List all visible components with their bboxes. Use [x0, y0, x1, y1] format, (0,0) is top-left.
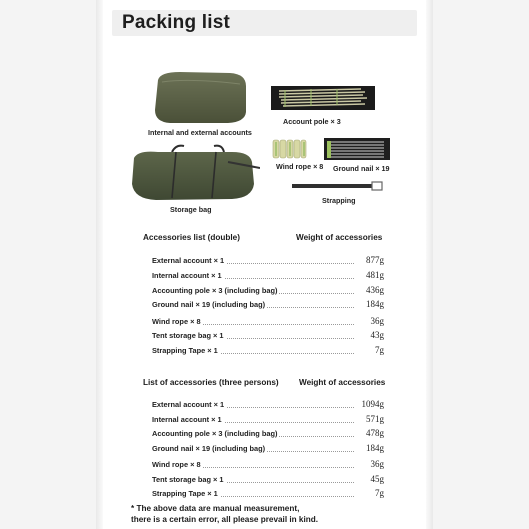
- three-weight-heading: Weight of accessories: [299, 378, 386, 387]
- note-line-2: there is a certain error, all please prevail in kind.: [131, 515, 319, 524]
- storage-bag-caption: Storage bag: [170, 205, 212, 214]
- list-item: Strapping Tape × 1 7g: [152, 345, 384, 355]
- list-item: Accounting pole × 3 (including bag) 436g: [152, 285, 384, 295]
- list-item: Internal account × 1 571g: [152, 414, 384, 424]
- list-item: Ground nail × 19 (including bag) 184g: [152, 299, 384, 309]
- note-line-1: * The above data are manual measurement,: [131, 504, 300, 513]
- double-weight-heading: Weight of accessories: [296, 233, 383, 242]
- storage-bag-image: [128, 144, 260, 202]
- strapping-image: [288, 180, 386, 192]
- list-item: External account × 1 877g: [152, 255, 384, 265]
- three-list-heading: List of accessories (three persons): [143, 378, 279, 387]
- list-item: Tent storage bag × 1 45g: [152, 474, 384, 484]
- pole-image: [271, 86, 375, 110]
- list-item: Wind rope × 8 36g: [152, 316, 384, 326]
- list-item: Wind rope × 8 36g: [152, 459, 384, 469]
- ground-nail-caption: Ground nail × 19: [333, 164, 390, 173]
- ground-nail-image: [324, 138, 390, 160]
- page-title: Packing list: [122, 12, 230, 33]
- list-item: External account × 1 1094g: [152, 399, 384, 409]
- strapping-caption: Strapping: [322, 196, 356, 205]
- accounts-caption: Internal and external accounts: [148, 128, 252, 137]
- list-item: Ground nail × 19 (including bag) 184g: [152, 443, 384, 453]
- list-item: Internal account × 1 481g: [152, 270, 384, 280]
- list-item: Tent storage bag × 1 43g: [152, 330, 384, 340]
- left-edge-shadow: [96, 0, 103, 529]
- tent-package-image: [150, 68, 250, 126]
- list-item: Strapping Tape × 1 7g: [152, 488, 384, 498]
- double-list-heading: Accessories list (double): [143, 233, 240, 242]
- list-item: Accounting pole × 3 (including bag) 478g: [152, 428, 384, 438]
- pole-caption: Account pole × 3: [283, 117, 341, 126]
- wind-rope-caption: Wind rope × 8: [276, 162, 324, 171]
- title-bar: [112, 10, 417, 36]
- wind-rope-image: [271, 138, 307, 160]
- right-edge-shadow: [426, 0, 433, 529]
